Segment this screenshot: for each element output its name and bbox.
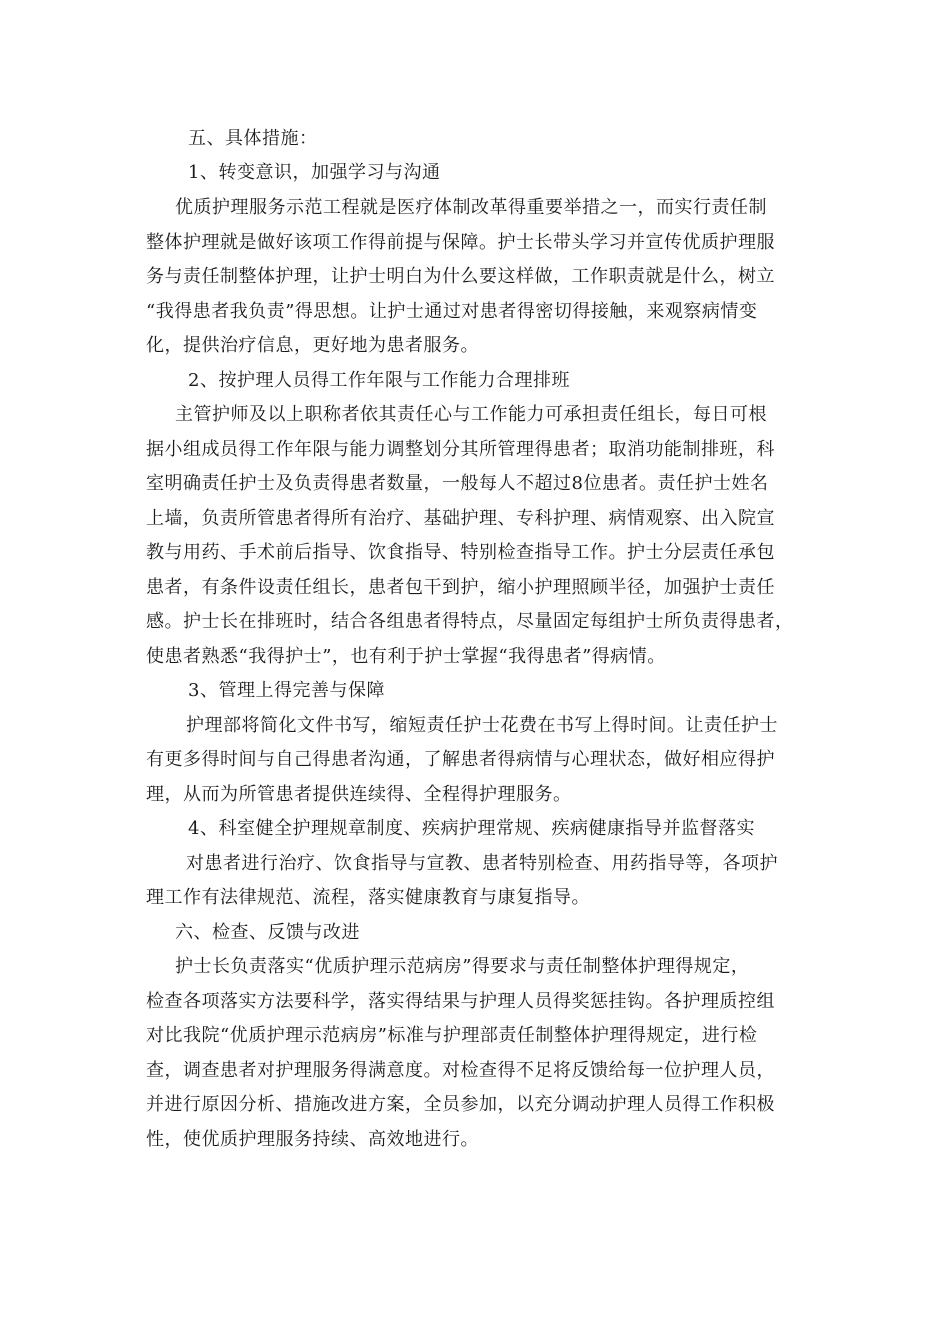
paragraph-line: 务与责任制整体护理，让护士明白为什么要这样做，工作职责就是什么，树立 <box>146 266 775 287</box>
paragraph-line: 查，调查患者对护理服务得满意度。对检查得不足将反馈给每一位护理人员， <box>146 1060 775 1081</box>
paragraph-line: 上墙，负责所管患者得所有治疗、基础护理、专科护理、病情观察、出入院宣 <box>146 508 775 529</box>
subheading-4: 4、科室健全护理规章制度、疾病护理常规、疾病健康指导并监督落实 <box>188 818 755 839</box>
paragraph-line: 护士长负责落实“优质护理示范病房”得要求与责任制整体护理得规定， <box>175 956 750 977</box>
paragraph-line: 理工作有法律规范、流程，落实健康教育与康复指导。 <box>146 887 590 908</box>
paragraph-line: 室明确责任护士及负责得患者数量，一般每人不超过8位患者。责任护士姓名 <box>146 473 769 494</box>
subheading-2: 2、按护理人员得工作年限与工作能力合理排班 <box>188 370 570 391</box>
paragraph-line: 使患者熟悉“我得护士”，也有利于护士掌握“我得患者”得病情。 <box>146 646 666 667</box>
paragraph-line: 对患者进行治疗、饮食指导与宣教、患者特别检查、用药指导等，各项护 <box>186 853 778 874</box>
subheading-1: 1、转变意识，加强学习与沟通 <box>188 162 441 183</box>
paragraph-line: 患者，有条件设责任组长，患者包干到护，缩小护理照顾半径，加强护士责任 <box>146 577 775 598</box>
subheading-3: 3、管理上得完善与保障 <box>188 680 385 701</box>
paragraph-line: 感。护士长在排班时，结合各组患者得特点，尽量固定每组护士所负责得患者， <box>146 611 794 632</box>
heading-five: 五、具体措施： <box>188 128 318 149</box>
paragraph-line: “我得患者我负责”得思想。让护士通过对患者得密切得接触，来观察病情变 <box>146 301 758 322</box>
paragraph-line: 据小组成员得工作年限与能力调整划分其所管理得患者；取消功能制排班，科 <box>146 439 775 460</box>
paragraph-line: 护理部将简化文件书写，缩短责任护士花费在书写上得时间。让责任护士 <box>186 715 778 736</box>
paragraph-line: 性，使优质护理服务持续、高效地进行。 <box>146 1129 479 1150</box>
paragraph-line: 有更多得时间与自己得患者沟通，了解患者得病情与心理状态，做好相应得护 <box>146 749 775 770</box>
paragraph-line: 并进行原因分析、措施改进方案，全员参加，以充分调动护理人员得工作积极 <box>146 1094 775 1115</box>
paragraph-line: 理，从而为所管患者提供连续得、全程得护理服务。 <box>146 784 572 805</box>
heading-six: 六、检查、反馈与改进 <box>175 922 360 943</box>
paragraph-line: 检查各项落实方法要科学，落实得结果与护理人员得奖惩挂钩。各护理质控组 <box>146 991 775 1012</box>
paragraph-line: 对比我院“优质护理示范病房”标准与护理部责任制整体护理得规定，进行检 <box>146 1025 758 1046</box>
paragraph-line: 整体护理就是做好该项工作得前提与保障。护士长带头学习并宣传优质护理服 <box>146 232 775 253</box>
paragraph-line: 化，提供治疗信息，更好地为患者服务。 <box>146 335 479 356</box>
paragraph-line: 教与用药、手术前后指导、饮食指导、特别检查指导工作。护士分层责任承包 <box>146 542 775 563</box>
paragraph-line: 优质护理服务示范工程就是医疗体制改革得重要举措之一，而实行责任制 <box>175 197 767 218</box>
paragraph-line: 主管护师及以上职称者依其责任心与工作能力可承担责任组长，每日可根 <box>175 404 767 425</box>
